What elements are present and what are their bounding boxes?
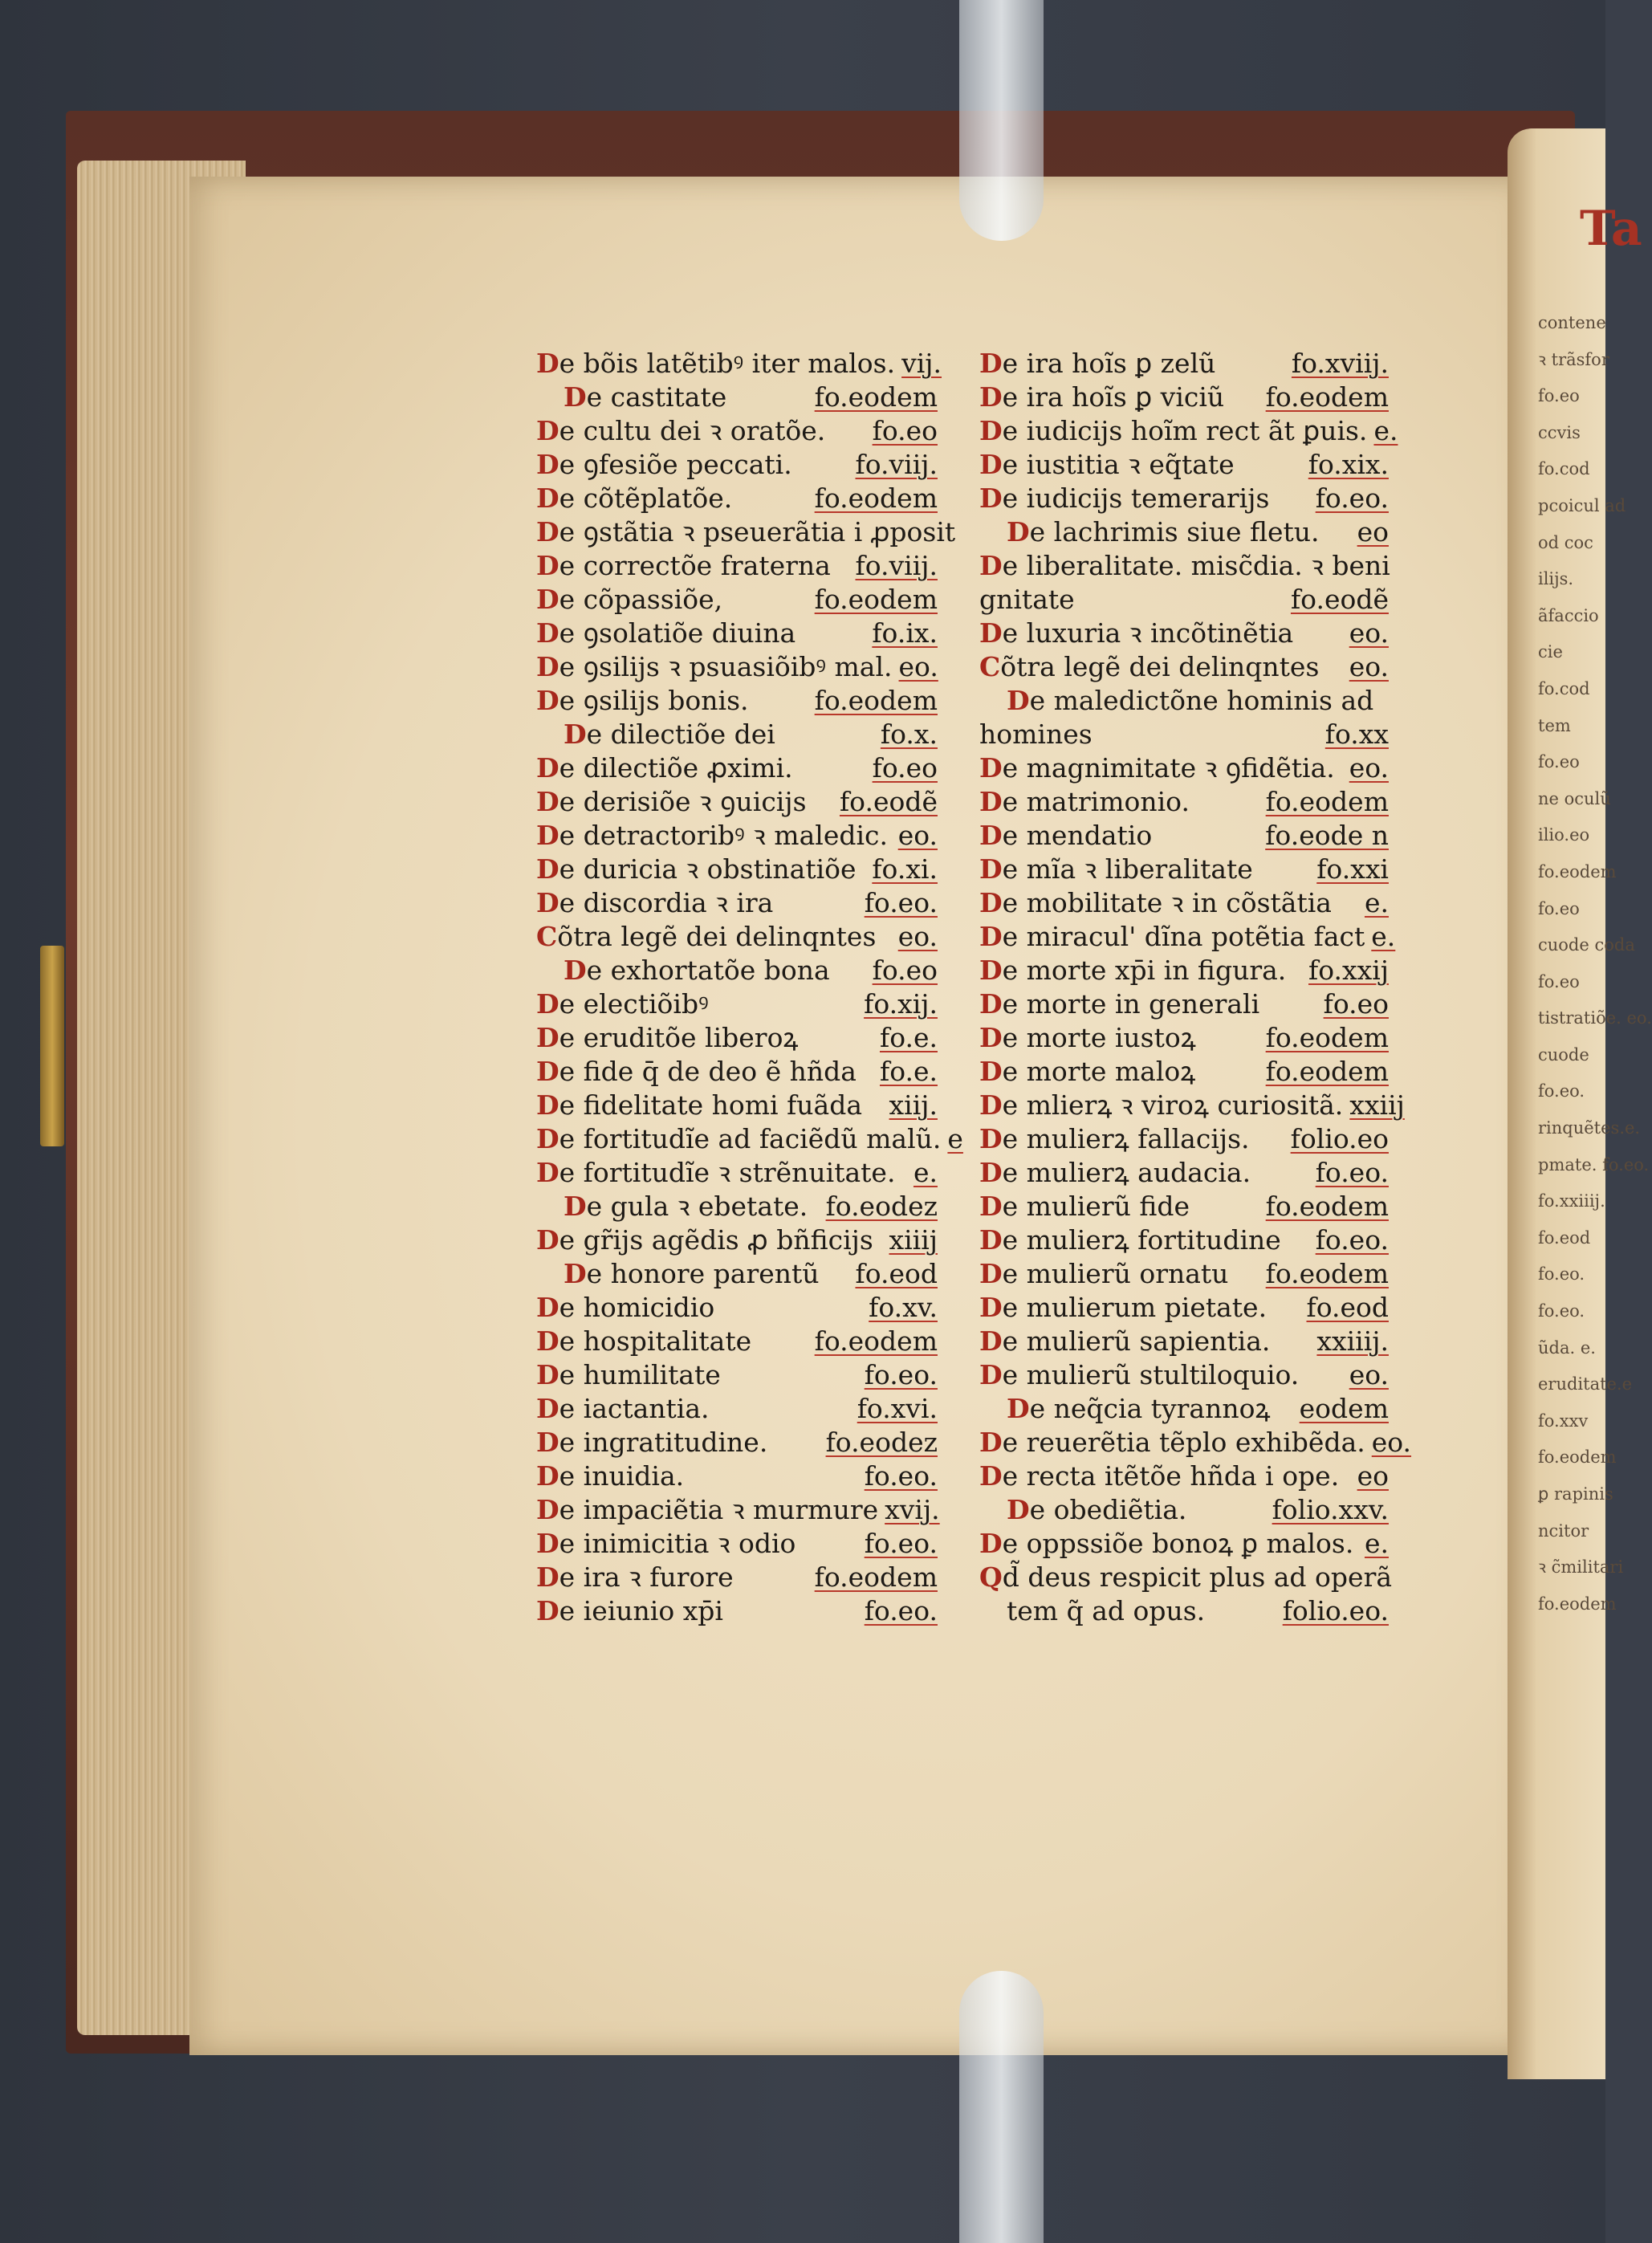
index-entry	[979, 1594, 1389, 1628]
index-entry	[536, 1493, 938, 1527]
entry-title: De discordia ꝛ ira	[536, 887, 774, 918]
index-entry	[536, 819, 938, 853]
right-page-fragment: ãfaccio	[1538, 605, 1599, 625]
entry-folio: fo.eodem	[814, 482, 938, 514]
entry-title: De mendatio	[979, 820, 1153, 851]
entry-title: De reuerẽtia tẽplo exhibẽda.	[979, 1427, 1365, 1458]
entry-title: De castitate	[564, 381, 727, 413]
entry-folio: fo.viij.	[855, 449, 938, 480]
index-entry	[979, 1392, 1389, 1426]
entry-folio: fo.eodez	[825, 1191, 938, 1222]
index-column-left	[536, 347, 963, 1628]
right-page-fragment: tem	[1538, 715, 1571, 735]
entry-folio: fo.xxij	[1308, 955, 1389, 986]
entry-title: De ieiunio xp̄i	[536, 1595, 723, 1626]
entry-folio: e.	[1364, 1528, 1389, 1559]
index-entry	[536, 1561, 938, 1594]
entry-title: De miracul' dĩna potẽtia fact	[979, 921, 1365, 952]
entry-title: homines	[979, 718, 1093, 750]
entry-folio: fo.eodem	[1265, 381, 1389, 413]
entry-title: De morte maloꝝ	[979, 1056, 1196, 1087]
entry-title: De mobilitate ꝛ in cõstãtia	[979, 887, 1332, 918]
entry-title: De dilectiõe ꝓximi.	[536, 752, 793, 784]
entry-folio: fo.eo.	[1315, 1224, 1389, 1256]
right-page-fragment: eruditate.e	[1538, 1374, 1633, 1394]
entry-folio: fo.eo.	[864, 1595, 938, 1626]
index-entry	[979, 482, 1389, 515]
entry-title: De cultu dei ꝛ oratõe.	[536, 415, 826, 446]
entry-folio: fo.eodem	[814, 381, 938, 413]
index-entry	[979, 785, 1389, 819]
entry-folio: fo.x.	[880, 718, 938, 750]
index-entry	[979, 718, 1389, 751]
entry-title: De gr̃ijs agẽdis ꝓ bñficijs	[536, 1224, 873, 1256]
entry-title: De detractoribꝰ ꝛ maledic.	[536, 820, 889, 851]
entry-folio: xxiiij.	[1316, 1325, 1389, 1357]
right-page-fragment: ꝛ trãsfor	[1538, 349, 1609, 369]
entry-folio: fo.xxi	[1316, 853, 1389, 885]
entry-title: Cõtra legẽ dei delinqntes	[979, 651, 1320, 682]
entry-title: De mulierũ stultiloquio.	[979, 1359, 1300, 1390]
index-entry	[979, 886, 1389, 920]
entry-folio: fo.viij.	[855, 550, 938, 581]
right-page-fragment: ꝑ rapinis	[1538, 1484, 1613, 1504]
entry-folio: fo.xi.	[872, 853, 938, 885]
index-entry	[979, 1493, 1389, 1527]
entry-title: De homicidio	[536, 1292, 715, 1323]
entry-folio: fo.e.	[879, 1056, 938, 1087]
entry-folio: fo.xij.	[864, 988, 938, 1020]
entry-title: De fortitudĩe ꝛ strẽnuitate.	[536, 1157, 896, 1188]
entry-folio: eo.	[1349, 617, 1389, 649]
right-page-fragment: cie	[1538, 642, 1563, 662]
entry-title: De inuidia.	[536, 1460, 685, 1492]
entry-title: De mulierũ sapientia.	[979, 1325, 1271, 1357]
index-entry	[536, 1325, 938, 1358]
index-entry	[979, 515, 1389, 549]
entry-folio: fo.eodem	[1265, 1056, 1389, 1087]
index-entry	[979, 1561, 1393, 1594]
index-column-right	[979, 347, 1412, 1628]
entry-folio: fo.eo.	[1315, 1157, 1389, 1188]
entry-folio: eodem	[1299, 1393, 1389, 1424]
entry-folio: folio.eo	[1290, 1123, 1389, 1154]
index-entry	[979, 819, 1389, 853]
right-page-fragment: cuode coda	[1538, 935, 1635, 955]
entry-folio: fo.eo	[872, 955, 938, 986]
index-entry	[536, 482, 938, 515]
index-entry	[536, 650, 938, 684]
right-page-fragment: fo.eo	[1538, 971, 1580, 991]
brass-clasp	[40, 946, 64, 1146]
entry-folio: fo.eo.	[864, 1359, 938, 1390]
page-clip-bottom	[959, 1971, 1044, 2243]
entry-title: De correctõe fraterna	[536, 550, 831, 581]
index-entry	[979, 987, 1389, 1021]
index-entry	[536, 1223, 938, 1257]
entry-title: De luxuria ꝛ incõtinẽtia	[979, 617, 1294, 649]
index-entry	[979, 1055, 1389, 1089]
entry-folio: eo.	[897, 921, 938, 952]
entry-folio: eo.	[1349, 1359, 1389, 1390]
entry-title: De oppssiõe bonoꝝ ꝑ malos.	[979, 1528, 1354, 1559]
entry-title: De liberalitate. misc̃dia. ꝛ beni	[979, 550, 1390, 581]
right-page-fragment: fo.eo	[1538, 386, 1580, 406]
index-entry	[979, 853, 1389, 886]
index-entry	[536, 1358, 938, 1392]
entry-folio: fo.eodem	[814, 1561, 938, 1593]
entry-title: De mulierꝝ fortitudine	[979, 1224, 1281, 1256]
index-entry	[536, 920, 938, 954]
entry-title: De iudicijs temerarijs	[979, 482, 1270, 514]
entry-title: De honore parentũ	[564, 1258, 820, 1289]
index-entry	[536, 1291, 938, 1325]
index-entry	[979, 1358, 1389, 1392]
right-page-fragment: pcoicul ad	[1538, 495, 1626, 515]
right-page-fragment: od coc	[1538, 532, 1593, 552]
entry-title: De neq̃cia tyrannoꝝ	[1007, 1393, 1271, 1424]
index-entry	[536, 414, 938, 448]
entry-title: De electiõibꝰ	[536, 988, 709, 1020]
entry-title: De ingratitudine.	[536, 1427, 768, 1458]
entry-folio: fo.eod	[1306, 1292, 1389, 1323]
index-entry	[536, 1156, 938, 1190]
entry-folio: eo.	[898, 651, 938, 682]
index-entry	[536, 1257, 938, 1291]
index-entry	[979, 414, 1398, 448]
entry-folio: fo.eodẽ	[839, 786, 938, 817]
entry-title: De dilectiõe dei	[564, 718, 775, 750]
entry-title: De morte in generali	[979, 988, 1260, 1020]
entry-title: De ira hoĩs ꝑ zelũ	[979, 348, 1216, 379]
entry-title: De recta itẽtõe hñda i ope.	[979, 1460, 1340, 1492]
entry-title: De derisiõe ꝛ ꝯuicijs	[536, 786, 807, 817]
entry-folio: eo.	[897, 820, 938, 851]
index-entry	[536, 1190, 938, 1223]
entry-folio: e	[947, 1123, 963, 1154]
entry-title: De mulierũ ornatu	[979, 1258, 1229, 1289]
entry-folio: xiij.	[889, 1089, 938, 1121]
right-page-fragment: fo.eod	[1538, 1227, 1591, 1248]
entry-folio: vij.	[901, 348, 942, 379]
right-page-fragment: fo.eo	[1538, 752, 1580, 772]
index-entry	[536, 1426, 938, 1459]
entry-folio: fo.eode n	[1265, 820, 1389, 851]
index-entry	[979, 684, 1389, 718]
entry-folio: xiiij	[889, 1224, 938, 1256]
entry-folio: fo.xix.	[1308, 449, 1389, 480]
entry-title: De mulierũ fide	[979, 1191, 1190, 1222]
right-page-fragment: pmate. fo.eo.	[1538, 1154, 1650, 1174]
entry-folio: eo.	[1349, 752, 1389, 784]
entry-folio: folio.xxv.	[1272, 1494, 1389, 1525]
entry-title: De mulierꝝ fallacijs.	[979, 1123, 1250, 1154]
right-page-fragment: fo.eodem	[1538, 1594, 1617, 1614]
index-entry	[979, 751, 1389, 785]
index-entry	[536, 1527, 938, 1561]
entry-title: De mĩa ꝛ liberalitate	[979, 853, 1253, 885]
index-entry	[979, 347, 1389, 381]
entry-title: De ꝯsilijs ꝛ psuasiõibꝰ mal.	[536, 651, 893, 682]
index-entry	[536, 1459, 938, 1493]
index-entry	[536, 886, 938, 920]
entry-title: De inimicitia ꝛ odio	[536, 1528, 796, 1559]
entry-folio: e.	[1364, 887, 1389, 918]
entry-title: De humilitate	[536, 1359, 721, 1390]
index-entry	[979, 617, 1389, 650]
entry-folio: eo	[1357, 516, 1389, 548]
index-entry	[979, 549, 1389, 583]
right-page-fragment: fo.xxv	[1538, 1411, 1589, 1431]
right-page-fragment: ne oculũ	[1538, 788, 1611, 808]
entry-title: De ira hoĩs ꝑ viciũ	[979, 381, 1225, 413]
entry-folio: fo.eo.	[864, 887, 938, 918]
entry-title: De magnimitate ꝛ ꝯfidẽtia.	[979, 752, 1335, 784]
index-entry	[979, 1223, 1389, 1257]
index-entry	[536, 1122, 963, 1156]
entry-folio: fo.eo	[872, 415, 938, 446]
entry-title: De ꝯstãtia ꝛ pseuerãtia i ꝓposit	[536, 516, 956, 548]
entry-title: Cõtra legẽ dei delinqntes	[536, 921, 877, 952]
entry-title: De exhortatõe bona	[564, 955, 830, 986]
index-entry	[979, 1257, 1389, 1291]
index-entry	[536, 684, 938, 718]
right-page-fragment: fo.eodem	[1538, 1447, 1617, 1468]
index-entry	[979, 1325, 1389, 1358]
entry-title: De iactantia.	[536, 1393, 710, 1424]
right-page-fragment: ꝛ c̃militari	[1538, 1557, 1624, 1577]
entry-folio: fo.ix.	[872, 617, 938, 649]
page-clip-top	[959, 0, 1044, 241]
right-page-fragment: fo.cod	[1538, 678, 1590, 698]
right-page-fragment: fo.eodem	[1538, 861, 1617, 881]
entry-folio: fo.eodem	[1265, 786, 1389, 817]
right-page-fragment: ũda. e.	[1538, 1337, 1596, 1358]
entry-title: De mlierꝝ ꝛ viroꝝ curiositã.	[979, 1089, 1344, 1121]
index-entry	[536, 549, 938, 583]
entry-folio: fo.eodem	[814, 1325, 938, 1357]
entry-title: De matrimonio.	[979, 786, 1190, 817]
index-entry	[979, 1089, 1405, 1122]
right-page-fragment: fo.eo.	[1538, 1301, 1585, 1321]
index-entry	[536, 1392, 938, 1426]
right-page-heading: Ta	[1580, 201, 1642, 257]
entry-folio: fo.eo	[1323, 988, 1389, 1020]
index-entry	[979, 650, 1389, 684]
index-entry	[536, 1021, 938, 1055]
index-entry	[536, 1055, 938, 1089]
entry-title: De hospitalitate	[536, 1325, 752, 1357]
entry-title: De lachrimis siue fletu.	[1007, 516, 1320, 548]
entry-title: De iudicijs hoĩm rect ãt ꝑuis.	[979, 415, 1368, 446]
entry-folio: fo.eo.	[1315, 482, 1389, 514]
right-page-fragment: ilio.eo	[1538, 825, 1590, 845]
index-entry	[979, 381, 1389, 414]
entry-folio: folio.eo.	[1282, 1595, 1389, 1626]
index-entry	[979, 1527, 1389, 1561]
entry-folio: eo.	[1349, 651, 1389, 682]
entry-folio: fo.eodem	[1265, 1191, 1389, 1222]
entry-folio: e.	[1371, 921, 1396, 952]
index-entry	[536, 718, 938, 751]
entry-title: De duricia ꝛ obstinatiõe	[536, 853, 857, 885]
index-entry	[979, 920, 1396, 954]
index-entry	[536, 583, 938, 617]
entry-title: De morte iustoꝝ	[979, 1022, 1196, 1053]
index-entry	[536, 381, 938, 414]
entry-title: De ꝯsilijs bonis.	[536, 685, 749, 716]
index-entry	[979, 1190, 1389, 1223]
right-page-fragment: fo.eo.	[1538, 1081, 1585, 1101]
index-entry	[536, 853, 938, 886]
index-entry	[979, 1291, 1389, 1325]
entry-folio: fo.eod	[855, 1258, 938, 1289]
entry-folio: xxiij	[1349, 1089, 1405, 1121]
entry-title: Qd̃ deus respicit plus ad operã	[979, 1561, 1393, 1593]
index-entry	[536, 448, 938, 482]
index-entry	[536, 617, 938, 650]
index-entry	[536, 1594, 938, 1628]
index-entry	[536, 751, 938, 785]
right-page-fragment: fo.eo.	[1538, 1264, 1585, 1284]
entry-folio: fo.eo.	[864, 1460, 938, 1492]
entry-title: De mulierum pietate.	[979, 1292, 1267, 1323]
right-page-fragment: fo.cod	[1538, 459, 1590, 479]
entry-title: De impaciẽtia ꝛ murmure	[536, 1494, 879, 1525]
index-entry	[536, 515, 956, 549]
right-page-fragment: rinquẽtes.e.	[1538, 1118, 1641, 1138]
entry-folio: eo	[1357, 1460, 1389, 1492]
right-page-fragment: cuode	[1538, 1044, 1589, 1065]
entry-title: De obediẽtia.	[1007, 1494, 1187, 1525]
index-entry	[979, 954, 1389, 987]
entry-folio: e.	[1373, 415, 1398, 446]
entry-title: De morte xp̄i in figura.	[979, 955, 1287, 986]
entry-title: tem q̃ ad opus.	[1007, 1595, 1206, 1626]
index-entry	[979, 1122, 1389, 1156]
entry-folio: fo.eo	[872, 752, 938, 784]
index-entry	[979, 1156, 1389, 1190]
right-page-fragment: contene	[1538, 313, 1606, 332]
entry-folio: fo.eodem	[1265, 1022, 1389, 1053]
entry-title: De iustitia ꝛ eq̃tate	[979, 449, 1235, 480]
entry-title: De fidelitate homi fuãda	[536, 1089, 863, 1121]
index-entry	[536, 1089, 938, 1122]
entry-folio: fo.xv.	[869, 1292, 938, 1323]
entry-folio: fo.xx	[1324, 718, 1389, 750]
entry-title: De fide q̄ de deo ẽ hñda	[536, 1056, 857, 1087]
entry-folio: xvij.	[885, 1494, 940, 1525]
index-entry	[536, 785, 938, 819]
entry-title: De cõtẽplatõe.	[536, 482, 733, 514]
right-page-fragment: ncitor	[1538, 1520, 1589, 1541]
entry-folio: fo.eodẽ	[1290, 584, 1389, 615]
entry-title: De gula ꝛ ebetate.	[564, 1191, 808, 1222]
entry-folio: fo.eodem	[814, 584, 938, 615]
right-page-fragment: ccvis	[1538, 422, 1581, 442]
index-entry	[536, 347, 942, 381]
index-entry	[536, 987, 938, 1021]
entry-title: gnitate	[979, 584, 1075, 615]
entry-title: De ira ꝛ furore	[536, 1561, 734, 1593]
right-page-fragment: fo.eo	[1538, 898, 1580, 918]
entry-title: De ꝯfesiõe peccati.	[536, 449, 792, 480]
index-entry	[979, 448, 1389, 482]
right-page-fragment: ilijs.	[1538, 569, 1574, 589]
entry-title: De eruditõe liberoꝝ	[536, 1022, 799, 1053]
entry-title: De cõpassiõe,	[536, 584, 723, 615]
entry-folio: e.	[913, 1157, 938, 1188]
entry-folio: fo.eo.	[864, 1528, 938, 1559]
right-page-fragment: tistratiõe. eo.	[1538, 1008, 1652, 1028]
index-entry	[979, 1426, 1412, 1459]
index-entry	[979, 1021, 1389, 1055]
entry-folio: fo.e.	[879, 1022, 938, 1053]
right-page-fragment: fo.xxiiij.	[1538, 1191, 1605, 1211]
entry-title: De fortitudĩe ad faciẽdũ malũ.	[536, 1123, 942, 1154]
right-page-text	[1538, 305, 1652, 1622]
entry-title: De maledictõne hominis ad	[1007, 685, 1374, 716]
index-entry	[536, 954, 938, 987]
entry-title: De ꝯsolatiõe diuina	[536, 617, 796, 649]
entry-folio: fo.eodez	[825, 1427, 938, 1458]
entry-folio: eo.	[1371, 1427, 1412, 1458]
index-entry	[979, 583, 1389, 617]
entry-title: De mulierꝝ audacia.	[979, 1157, 1251, 1188]
entry-folio: fo.xvi.	[857, 1393, 938, 1424]
entry-folio: fo.eodem	[1265, 1258, 1389, 1289]
index-entry	[979, 1459, 1389, 1493]
entry-folio: fo.eodem	[814, 685, 938, 716]
entry-folio: fo.xviij.	[1291, 348, 1389, 379]
entry-title: De bõis latẽtibꝰ iter malos.	[536, 348, 896, 379]
